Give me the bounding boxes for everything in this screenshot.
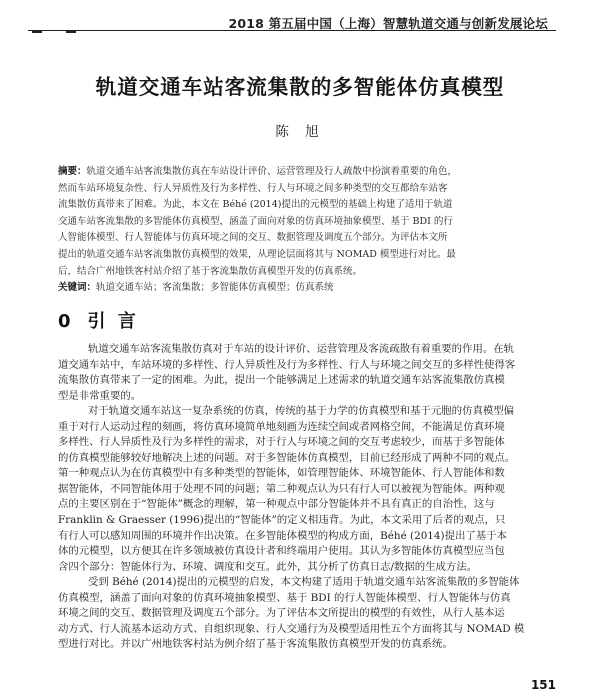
abstract-label: 摘要： — [58, 166, 87, 177]
body-line: 轨道交通车站客流集散仿真对于车站的设计评价、运营管理及客流疏散有着重要的作用。在轨 — [88, 343, 515, 355]
body-line: 有行人可以感知周围的环境并作出决策。在多智能体模型的构成方面，Béhé (2014)提出了基于本 — [58, 529, 507, 542]
abstract-line: 流集散仿真带来了困难。为此，本文在 Béhé (2014)提出的元模型的基础上构建了适用于轨道 — [58, 199, 453, 211]
body-line: 多样性、行人异质性及行为多样性的需求，对于行人与环境之间的交互考虑较少，而基于多智能体 — [58, 436, 505, 449]
running-header-title: 2018 第五届中国（上海）智慧轨道交通与创新发展论坛 — [228, 16, 548, 31]
abstract-line — [58, 164, 532, 181]
header-rule-mark — [66, 31, 76, 33]
abstract-line: 人智能体模型、行人智能体与仿真环境之间的交互、数据管理及调度五个部分。为评估本文所 — [58, 232, 448, 244]
abstract-line: 提出的轨道交通车站客流集散仿真模型的效果，从理论层面将其与 NOMAD 模型进行对比。最 — [58, 248, 456, 260]
keywords-text: 轨道交通车站；客流集散；多智能体仿真模型；仿真系统 — [96, 282, 334, 294]
body-line: 体的元模型，以方便其在许多领域被仿真设计者和终端用户使用。其认为多智能体仿真模型应当包 — [58, 545, 505, 558]
body-text — [58, 342, 536, 653]
body-line: 受到 Béhé (2014)提出的元模型的启发，本文构建了适用于轨道交通车站客流集散的多智能体 — [88, 576, 520, 589]
header-rule — [28, 30, 556, 31]
body-line: 含四个部分：智能体行为、环境、调度和交互。此外，其分析了仿真日志/数据的生成方法。 — [58, 560, 478, 573]
paper-title: 轨道交通车站客流集散的多智能体仿真模型 — [95, 75, 505, 99]
body-line: Franklin & Graesser (1996)提出的“智能体”的定义相违背。为此，本文采用了后者的观点，只 — [58, 514, 506, 527]
body-line: 点的主要区别在于“智能体”概念的理解，第一种观点中部分智能体并不具有真正的自治性，这与 — [58, 498, 495, 511]
running-header — [0, 8, 600, 32]
body-line: 第一种观点认为在仿真模型中有多种类型的智能体，如管理智能体、环境智能体、行人智能体和数 — [58, 467, 505, 480]
body-line: 流集散仿真带来了一定的困难。为此，提出一个能够满足上述需求的轨道交通车站客流集散仿真模 — [58, 374, 505, 387]
body-line: 对于轨道交通车站这一复杂系统的仿真，传统的基于力学的仿真模型和基于元胞的仿真模型偏 — [88, 405, 515, 418]
page-number: 151 — [530, 678, 556, 692]
keywords-label: 关键词： — [58, 282, 97, 294]
section-number: 0 — [58, 311, 74, 332]
abstract-text: 轨道交通车站客流集散仿真在车站设计评价、运营管理及行人疏散中扮演着重要的角色， — [86, 166, 458, 177]
abstract-line: 交通车站客流集散的多智能体仿真模型，涵盖了面向对象的仿真环境抽象模型、基于 BDI 的行 — [58, 215, 453, 227]
section-heading — [58, 307, 139, 333]
body-line: 型是非常重要的。 — [58, 389, 142, 402]
body-line: 据智能体，不同智能体用于处理不同的问题；第二种观点认为只有行人可以被视为智能体。两种观 — [58, 482, 505, 495]
keywords-line — [58, 280, 532, 297]
abstract-line: 然而车站环境复杂性、行人异质性及行为多样性、行人与环境之间多种类型的交互都给车站客 — [58, 182, 448, 194]
abstract-line: 后，结合广州地铁客村站介绍了基于客流集散仿真模型开发的仿真系统。 — [58, 265, 363, 277]
body-line: 环境之间的交互、数据管理及调度五个部分。为了评估本文所提出的模型的有效性，从行人基本运 — [58, 607, 505, 620]
header-rule-mark — [32, 31, 42, 33]
body-line: 型进行对比。并以广州地铁客村站为例介绍了基于客流集散仿真模型开发的仿真系统。 — [58, 638, 453, 651]
body-line: 的仿真模型能够较好地解决上述的问题。对于多智能体仿真模型，目前已经形成了两种不同的观点。 — [58, 451, 516, 464]
section-title: 引 言 — [87, 311, 139, 332]
body-line: 道交通车站中，车站环境的多样性、行人异质性及行为多样性、行人与环境之间交互的多样性使得客 — [58, 358, 516, 371]
body-line: 重于对行人运动过程的刻画，将仿真环境简单地刻画为连续空间或者网格空间，不能满足仿真环境 — [58, 420, 505, 433]
paper-author: 陈 旭 — [275, 124, 325, 140]
body-line: 仿真模型，涵盖了面向对象的仿真环境抽象模型、基于 BDI 的行人智能体模型、行人智能体与仿真 — [58, 591, 511, 604]
body-line: 动方式、行人流基本运动方式、自组织现象、行人交通行为及模型适用性五个方面将其与 NOMAD 模 — [58, 622, 525, 635]
abstract — [58, 164, 532, 297]
